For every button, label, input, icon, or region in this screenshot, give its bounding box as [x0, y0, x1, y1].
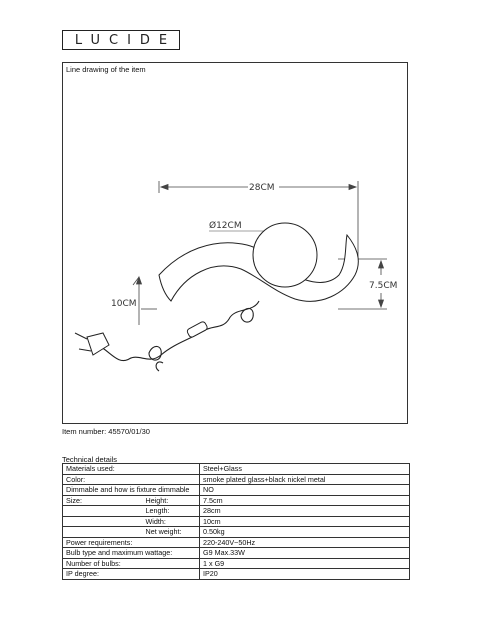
- spec-value: 10cm: [200, 516, 410, 527]
- table-row: [63, 516, 410, 527]
- spec-value: IP20: [200, 569, 410, 580]
- drawing-caption: Line drawing of the item: [66, 65, 146, 74]
- spec-value: G9 Max.33W: [200, 548, 410, 559]
- spec-value: 1 x G9: [200, 558, 410, 569]
- spec-label: Power requirements:: [63, 537, 200, 548]
- brand-logo-text: LUCIDE: [74, 32, 177, 48]
- spec-label: [63, 527, 143, 538]
- length-label: 28CM: [249, 183, 275, 193]
- spec-value: 220-240V~50Hz: [200, 537, 410, 548]
- table-row: [63, 569, 410, 580]
- line-drawing: [63, 63, 409, 425]
- item-number: Item number: 45570/01/30: [62, 427, 150, 436]
- width-label: 10CM: [111, 299, 137, 309]
- height-label: 7.5CM: [369, 281, 398, 291]
- spec-label: Size:: [63, 495, 143, 506]
- spec-sublabel: Width:: [143, 516, 200, 527]
- spec-label: [63, 506, 143, 517]
- table-row: [63, 474, 410, 485]
- spec-label: Number of bulbs:: [63, 558, 200, 569]
- spec-sublabel: Length:: [143, 506, 200, 517]
- width-dimension: [133, 277, 157, 325]
- spec-sublabel: Net weight:: [143, 527, 200, 538]
- table-row: [63, 537, 410, 548]
- brand-logo: [62, 30, 180, 50]
- power-cable: [101, 301, 259, 371]
- inline-switch: [186, 321, 208, 338]
- line-drawing-panel: [62, 62, 408, 424]
- spec-value: smoke plated glass+black nickel metal: [200, 474, 410, 485]
- table-row: [63, 527, 410, 538]
- spec-label: [63, 516, 143, 527]
- spec-value: 7.5cm: [200, 495, 410, 506]
- technical-details-table: [62, 463, 410, 580]
- spec-sublabel: Height:: [143, 495, 200, 506]
- spec-value: 0.50kg: [200, 527, 410, 538]
- spec-label: Bulb type and maximum wattage:: [63, 548, 200, 559]
- table-row: [63, 485, 410, 496]
- spec-value: 28cm: [200, 506, 410, 517]
- spec-label: Color:: [63, 474, 200, 485]
- table-row: [63, 558, 410, 569]
- technical-details-title: Technical details: [62, 455, 118, 464]
- table-row: [63, 464, 410, 475]
- diameter-label: Ø12CM: [209, 221, 242, 231]
- glass-globe: [253, 223, 317, 287]
- spec-value: NO: [200, 485, 410, 496]
- spec-label: IP degree:: [63, 569, 200, 580]
- spec-label: Dimmable and how is fixture dimmable: [63, 485, 200, 496]
- spec-label: Materials used:: [63, 464, 200, 475]
- table-row: [63, 495, 410, 506]
- power-plug: [75, 333, 109, 355]
- table-row: [63, 506, 410, 517]
- table-row: [63, 548, 410, 559]
- spec-value: Steel+Glass: [200, 464, 410, 475]
